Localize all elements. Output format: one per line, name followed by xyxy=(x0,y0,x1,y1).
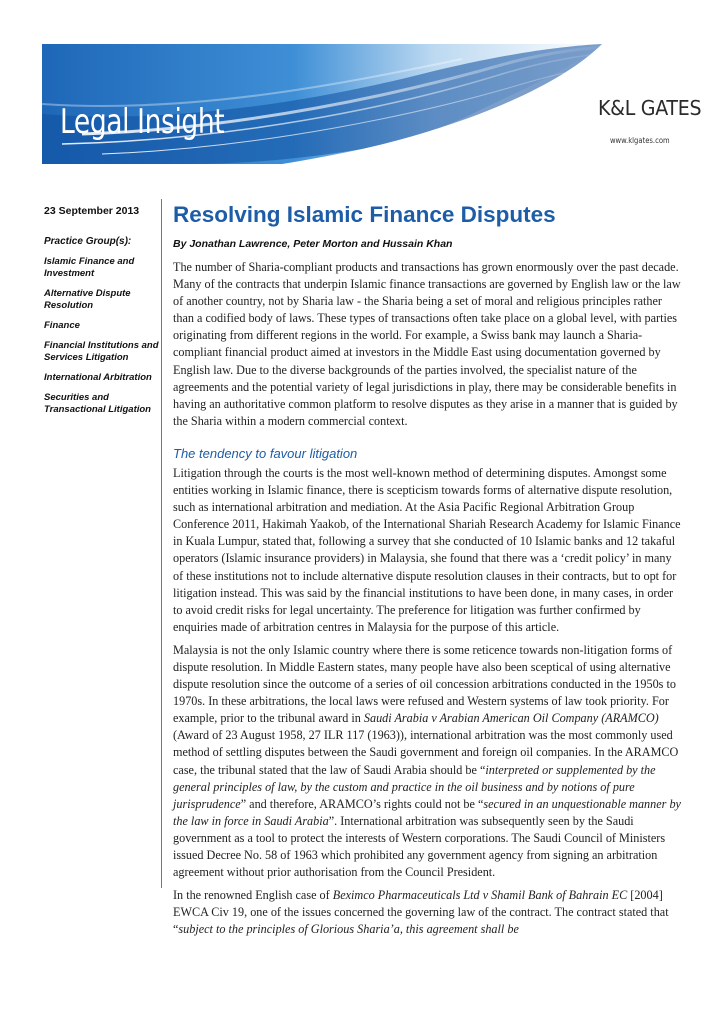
sidebar xyxy=(44,205,162,424)
text-run: Malaysia is not the only Islamic country where there is some reticence towards non-litigation forms of dispute resolution. In Middle Eastern states, many people have also been sceptical of using alternative dispute resolution since the outcome of a series of oil concession arbitrations conducted in the 1950s to 1970s. In these arbitrations, the local laws were refused and Western systems of law took priority. For example, prior to the tribunal award in xyxy=(173,642,676,726)
practice-group-item: Finance xyxy=(44,320,80,331)
publication-date: 23 September 2013 xyxy=(44,205,140,217)
practice-group-item: Islamic Finance and Investment xyxy=(44,256,135,279)
brand-url: www.klgates.com xyxy=(610,136,670,145)
quotation: secured in an unquestionable manner by the law in force in Saudi Arabia xyxy=(173,796,681,828)
practice-group-list xyxy=(44,256,162,416)
practice-group-item: Alternative Dispute Resolution xyxy=(44,288,131,311)
paragraph-4 xyxy=(173,887,683,938)
header-banner xyxy=(42,44,720,164)
article-title: Resolving Islamic Finance Disputes xyxy=(173,202,556,227)
quotation: interpreted or supplemented by the general principles of law, by the custom and practice in the oil business and by notions of pure jurisprudence xyxy=(173,762,656,811)
practice-group-item: Securities and Transactional Litigation xyxy=(44,392,151,415)
text-run: In the renowned English case of xyxy=(173,888,333,903)
paragraph-2: Litigation through the courts is the most well-known method of determining disputes. Amongst some entities working in Islamic finance, there is scepticism towards forms of alternative dispute resolution, such as international arbitration and mediation. At the Asia Pacific Regional Arbitration Group Conference 2011, Hakimah Yaakob, of the International Shariah Research Academy for Islamic Finance in Kuala Lumpur, stated that, following a survey that she conducted of 10 Islamic banks and 12 takaful operators (Islamic insurance providers) in Malaysia, she found that there was a ‘credit policy’ in many of these institutions not to include alternative dispute resolution clauses in their contracts, but to opt for litigation instead. This was said by the financial institutions to have been done, in many cases, in order to avoid credit risks for legal uncertainty. The preference for litigation was further confirmed by enquiries made of arbitration centres in Malaysia for the purpose of this article. xyxy=(173,465,681,634)
article xyxy=(173,196,683,944)
brand-logo: K&L GATES xyxy=(598,96,702,120)
practice-group-label: Practice Group(s): xyxy=(44,236,132,247)
quotation: subject to the principles of Glorious Sharia’a, this agreement shall be xyxy=(178,922,519,937)
publication-title: Legal Insight xyxy=(60,102,225,142)
case-name: Beximco Pharmaceuticals Ltd v Shamil Bank of Bahrain EC xyxy=(332,888,628,903)
text-run: (Award of 23 August 1958, 27 ILR 117 (1963)), international arbitration was the most commonly used method of settling disputes between the Saudi government and foreign oil companies. In the ARAMCO case, the tribunal stated that the law of Saudi Arabia should be “ xyxy=(173,728,679,777)
text-run: ” and therefore, ARAMCO’s rights could not be “ xyxy=(240,796,484,811)
case-name: Saudi Arabia v Arabian American Oil Company (ARAMCO) xyxy=(363,711,659,726)
practice-group-item: Financial Institutions and Services Litigation xyxy=(44,340,159,363)
text-run: [2004] EWCA Civ 19, one of the issues concerned the governing law of the contract. The contract stated that “ xyxy=(173,888,669,937)
text-run: ”. International arbitration was subsequently seen by the Saudi government as a tool to protect the interests of Western corporations. The Saudi Council of Ministers issued Decree No. 58 of 1963 which prohibited any government agency from signing an arbitration agreement without prior authorisation from the Council President. xyxy=(173,813,666,880)
practice-group-item: International Arbitration xyxy=(44,372,152,383)
column-divider xyxy=(161,199,162,888)
section-heading: The tendency to favour litigation xyxy=(173,445,358,461)
article-authors: By Jonathan Lawrence, Peter Morton and Hussain Khan xyxy=(173,238,453,250)
paragraph-3 xyxy=(173,642,683,881)
paragraph-1: The number of Sharia-compliant products and transactions has grown enormously over the past decade. Many of the contracts that underpin Islamic finance transactions are governed by English law or the law of another country, not by Sharia law - the Sharia being a set of moral and religious principles rather than a codified body of laws. These types of transactions often take place on a global level, with parties originating from different regions in the world. For example, a Swiss bank may launch a Sharia-compliant financial product aimed at investors in the Middle East using documentation governed by English law. Due to the diverse backgrounds of the parties involved, the specialist nature of the agreements and the potential variety of legal jurisdictions in play, there may be considerable benefits in having an authoritative common platform to resolve disputes as they arise in a manner that is guided by the Sharia within a modern commercial context. xyxy=(173,260,681,428)
